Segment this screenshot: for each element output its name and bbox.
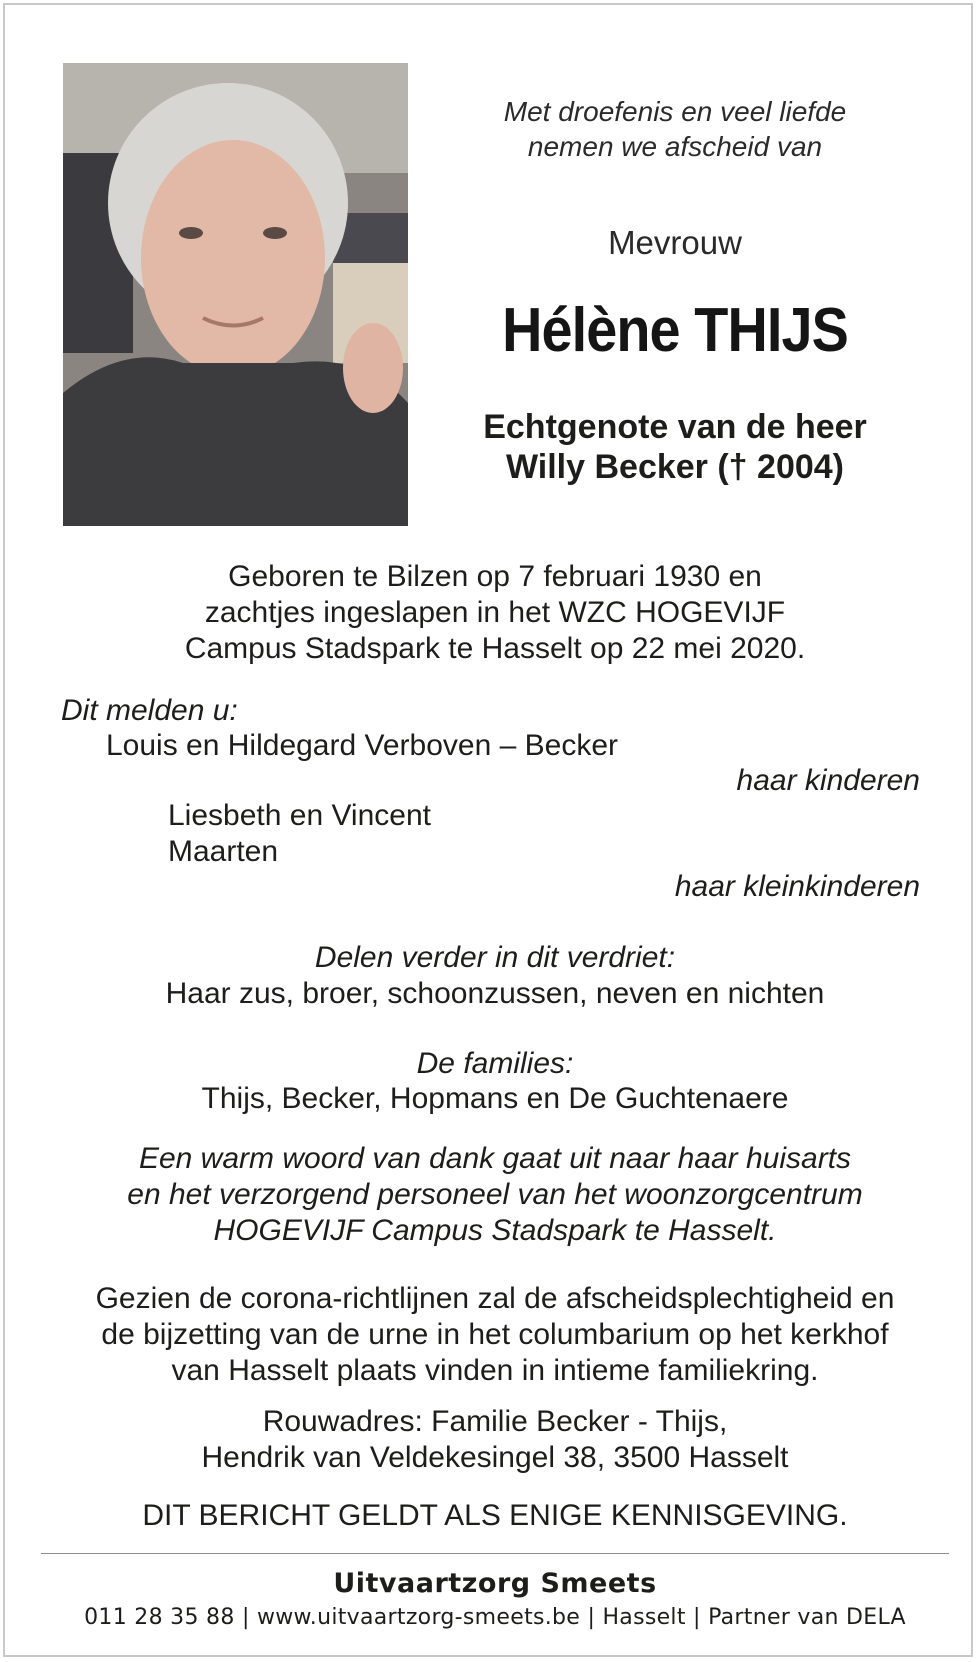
families-text: Thijs, Becker, Hopmans en De Guchtenaere [201, 1082, 789, 1115]
intro-text [445, 94, 905, 164]
notice-text: DIT BERICHT GELDT ALS ENIGE KENNISGEVING. [142, 1499, 848, 1532]
thanks-line-3: HOGEVIJF Campus Stadspark te Hasselt. [213, 1214, 777, 1247]
announce-label: Dit melden u: [61, 694, 238, 727]
salutation: Mevrouw [608, 224, 742, 261]
ceremony-line-2: de bijzetting van de urne in het columbarium op het kerkhof [101, 1318, 889, 1351]
obituary-card [3, 3, 973, 1657]
grandchildren-label: haar kleinkinderen [674, 870, 920, 903]
funeral-home-info: 011 28 35 88 | www.uitvaartzorg-smeets.be | Hasselt | Partner van DELA [84, 1605, 906, 1630]
portrait-image [63, 63, 408, 526]
mourning-address [45, 1404, 945, 1476]
ceremony-line-1: Gezien de corona-richtlijnen zal de afscheidsplechtigheid en [95, 1282, 895, 1315]
birth-line-2: zachtjes ingeslapen in het WZC HOGEVIJF [204, 596, 786, 629]
intro-line-2: nemen we afscheid van [527, 131, 823, 162]
intro-line-1: Met droefenis en veel liefde [503, 96, 847, 127]
children-label: haar kinderen [736, 764, 920, 797]
thanks-line-2: en het verzorgend personeel van het woonzorgcentrum [127, 1178, 863, 1211]
spouse-info [445, 407, 905, 487]
footer-divider [41, 1553, 949, 1554]
deceased-name: Hélène THIJS [502, 296, 848, 365]
sharing-label: Delen verder in dit verdriet: [314, 941, 676, 974]
thanks-text [45, 1141, 945, 1249]
birth-line-3: Campus Stadspark te Hasselt op 22 mei 2020. [184, 632, 806, 665]
birth-death-info [65, 559, 925, 667]
address-line-1: Rouwadres: Familie Becker - Thijs, [262, 1405, 728, 1438]
grandchild-1: Liesbeth en Vincent [168, 799, 431, 832]
address-line-2: Hendrik van Veldekesingel 38, 3500 Hasselt [201, 1441, 789, 1474]
thanks-line-1: Een warm woord van dank gaat uit naar haar huisarts [138, 1142, 852, 1175]
families-label: De families: [416, 1047, 574, 1080]
spouse-line-2: Willy Becker († 2004) [506, 448, 844, 486]
portrait-photo [63, 63, 408, 526]
sharing-text: Haar zus, broer, schoonzussen, neven en nichten [165, 977, 825, 1010]
children-names: Louis en Hildegard Verboven – Becker [106, 729, 618, 762]
ceremony-text [35, 1281, 955, 1389]
grandchild-2: Maarten [168, 835, 279, 868]
ceremony-line-3: van Hasselt plaats vinden in intieme familiekring. [171, 1354, 819, 1387]
birth-line-1: Geboren te Bilzen op 7 februari 1930 en [228, 560, 762, 593]
funeral-home-name: Uitvaartzorg Smeets [333, 1568, 657, 1599]
spouse-line-1: Echtgenote van de heer [483, 408, 867, 446]
